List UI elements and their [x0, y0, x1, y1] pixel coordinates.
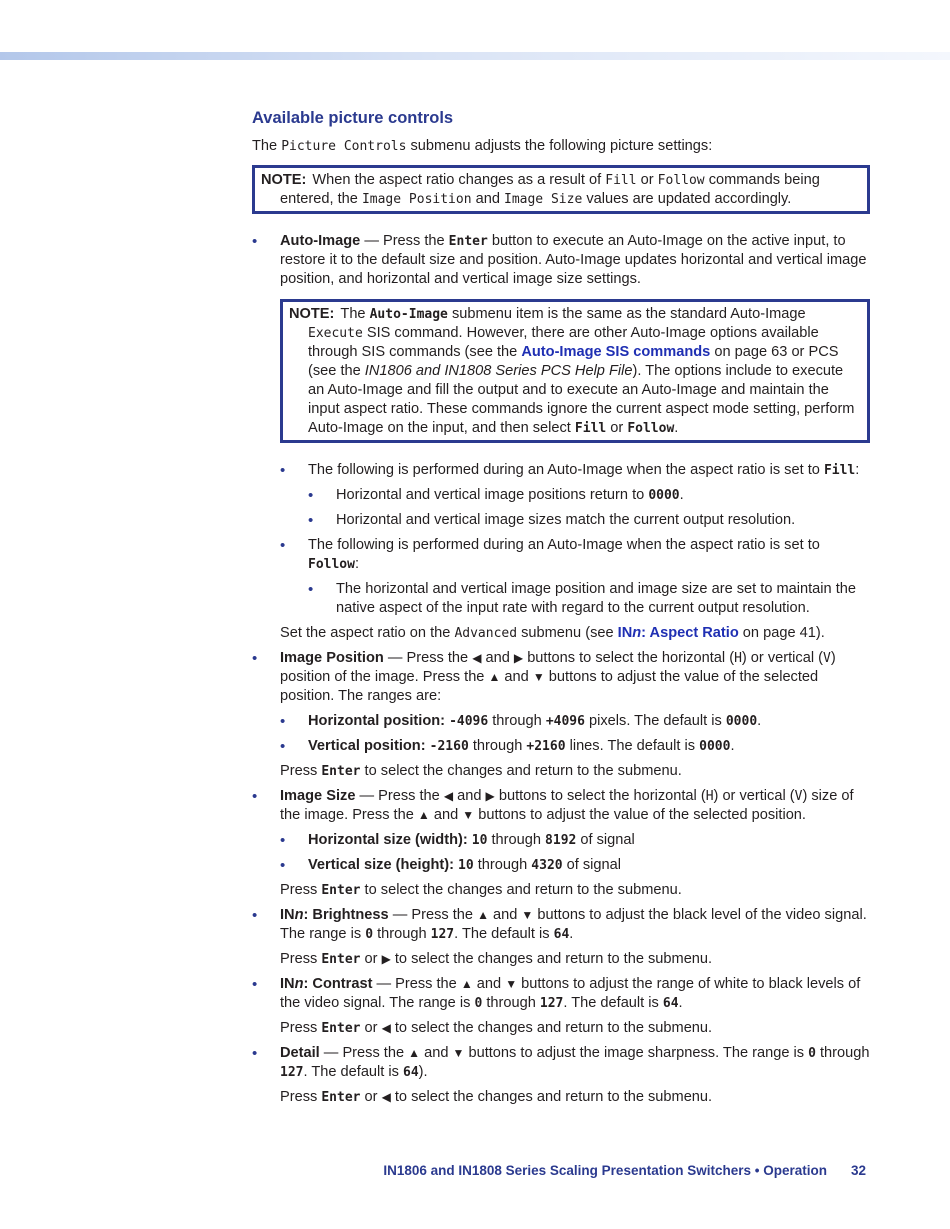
down-arrow-icon: ▼: [505, 977, 518, 991]
left-arrow-icon: ◀: [443, 789, 454, 803]
list-item-contrast: • INn: Contrast — Press the ▲ and ▼ buttons to adjust the range of white to black levels of the video signal. The range is 0 through 127. The default is 64. Press Enter or ◀ to select the changes and return to the submenu.: [252, 975, 870, 1038]
left-arrow-icon: ◀: [472, 651, 482, 665]
down-arrow-icon: ▼: [532, 670, 545, 684]
right-arrow-icon: ▶: [485, 789, 495, 803]
up-arrow-icon: ▲: [417, 808, 430, 822]
list-item-fill-sizes: • Horizontal and vertical image sizes match the current output resolution.: [308, 511, 870, 530]
list-item-follow: • The following is performed during an Auto-Image when the aspect ratio is set to Follow: • The horizontal and vertical image position and image size are set to maintain the native aspect of the input rate with regard to the current output resolution.: [280, 536, 870, 618]
list-item-follow-native: • The horizontal and vertical image position and image size are set to maintain the native aspect of the input rate with regard to the current output resolution.: [308, 580, 870, 618]
left-arrow-icon: ◀: [381, 1021, 391, 1035]
list-item-detail: • Detail — Press the ▲ and ▼ buttons to adjust the image sharpness. The range is 0 through 127. The default is 64). Press Enter or ◀ to select the changes and return to the submenu.: [252, 1044, 870, 1107]
list-item-image-size: • Image Size — Press the ◀ and ▶ buttons to select the horizontal (H) or vertical (V) size of the image. Press the ▲ and ▼ buttons to adjust the value of the selected position. • Horizontal size (width): 10 through 8192 of signal • Vertical size (height): 10 through 4320 of signal Press Enter to select the changes and return to the submenu.: [252, 787, 870, 900]
right-arrow-icon: ▶: [381, 952, 391, 966]
link-auto-image-sis-commands[interactable]: Auto-Image SIS commands: [521, 344, 711, 360]
list-item-vertical-position: • Vertical position: -2160 through +2160 lines. The default is 0000.: [280, 737, 870, 756]
list-item-horizontal-position: • Horizontal position: -4096 through +4096 pixels. The default is 0000.: [280, 712, 870, 731]
link-aspect-ratio[interactable]: INn: Aspect Ratio: [617, 625, 739, 641]
header-gradient-bar: [0, 52, 950, 60]
right-arrow-icon: ▶: [513, 651, 524, 665]
page-content: [252, 108, 870, 1107]
list-item-image-position: • Image Position — Press the ◀ and ▶ buttons to select the horizontal (H) or vertical (V) position of the image. Press the ▲ and ▼ buttons to adjust the value of the selected position. The ranges are: • Horizontal position: -4096 through +4096 pixels. The default is 0000. • Vertical position: -2160 through +2160 lines. The default is 0000. Press Enter to select the changes and return to the submenu.: [252, 649, 870, 781]
page-footer: [383, 1163, 866, 1178]
list-item-vertical-size: • Vertical size (height): 10 through 4320 of signal: [280, 856, 870, 875]
note-label: NOTE:: [261, 172, 307, 188]
list-item-auto-image: • Auto-Image — Press the Enter button to execute an Auto-Image on the active input, to restore it to the default size and position. Auto-Image updates horizontal and vertical image position, and horizontal and vertical image size settings. NOTE: The Auto-Image submenu item is the same as the standard Auto-Image Execute SIS command. However, there are other Auto-Image options available through SIS commands (see the Auto-Image SIS commands on page 63 or PCS (see the IN1806 and IN1808 Series PCS Help File). The options include to execute an Auto-Image and fill the output and to execute an Auto-Image and maintain the input aspect ratio. These commands ignore the current aspect mode setting, perform Auto-Image on the input, and then select Fill or Follow. • The following is performed during an Auto-Image when the aspect ratio is set to Fill: • Horizontal and vertical image positions return to 0000. • Horizontal and vertical image sizes match the current output resolution. • The following is performed during an Auto-Image when the aspect ratio is set to Follow: • The horizontal and vertical image position and image size are set to maintain the native aspect of the input rate with regard to the current output resolution. Set the aspect ratio on the Advanced submenu (see INn: Aspect Ratio on page 41).: [252, 232, 870, 643]
section-title: Available picture controls: [252, 109, 454, 127]
footer-title: IN1806 and IN1808 Series Scaling Presentation Switchers • Operation: [383, 1163, 827, 1178]
section-intro: The Picture Controls submenu adjusts the following picture settings:: [252, 138, 713, 154]
note-aspect-ratio: NOTE: When the aspect ratio changes as a result of Fill or Follow commands being entered, the Image Position and Image Size values are updated accordingly.: [252, 165, 870, 214]
list-item-brightness: • INn: Brightness — Press the ▲ and ▼ buttons to adjust the black level of the video signal. The range is 0 through 127. The default is 64. Press Enter or ▶ to select the changes and return to the submenu.: [252, 906, 870, 969]
note-auto-image: NOTE: The Auto-Image submenu item is the same as the standard Auto-Image Execute SIS command. However, there are other Auto-Image options available through SIS commands (see the Auto-Image SIS commands on page 63 or PCS (see the IN1806 and IN1808 Series PCS Help File). The options include to execute an Auto-Image and fill the output and to execute an Auto-Image and maintain the input aspect ratio. These commands ignore the current aspect mode setting, perform Auto-Image on the input, and then select Fill or Follow.: [280, 299, 870, 443]
down-arrow-icon: ▼: [521, 908, 534, 922]
list-item-fill: • The following is performed during an Auto-Image when the aspect ratio is set to Fill: • Horizontal and vertical image positions return to 0000. • Horizontal and vertical image sizes match the current output resolution.: [280, 461, 870, 530]
list-item-fill-positions: • Horizontal and vertical image positions return to 0000.: [308, 486, 870, 505]
aspect-ratio-instruction: Set the aspect ratio on the Advanced submenu (see INn: Aspect Ratio on page 41).: [280, 625, 825, 641]
list-item-horizontal-size: • Horizontal size (width): 10 through 8192 of signal: [280, 831, 870, 850]
note-label: NOTE:: [289, 306, 335, 322]
term-auto-image: Auto-Image: [280, 233, 361, 249]
up-arrow-icon: ▲: [460, 977, 473, 991]
left-arrow-icon: ◀: [381, 1090, 391, 1104]
down-arrow-icon: ▼: [462, 808, 475, 822]
up-arrow-icon: ▲: [488, 670, 501, 684]
up-arrow-icon: ▲: [477, 908, 489, 922]
down-arrow-icon: ▼: [452, 1046, 465, 1060]
up-arrow-icon: ▲: [408, 1046, 421, 1060]
page-number: 32: [850, 1163, 866, 1178]
